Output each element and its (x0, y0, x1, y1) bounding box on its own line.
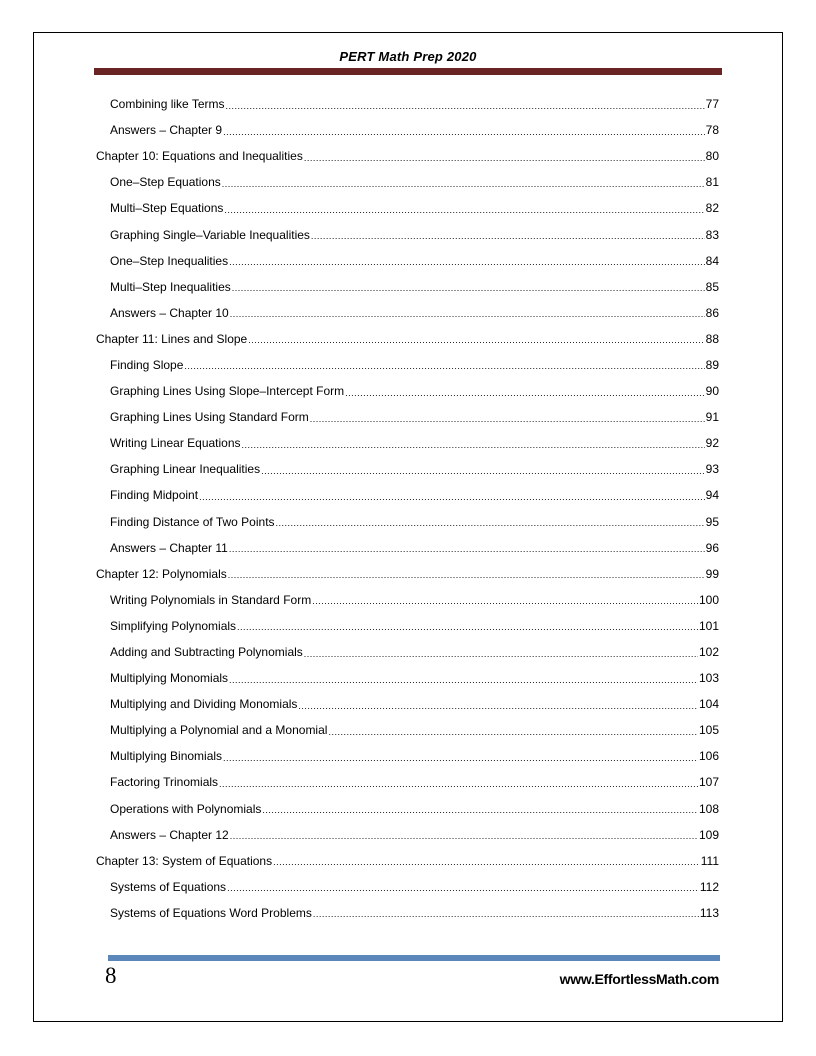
toc-entry-page-number: 103 (698, 671, 719, 686)
toc-entry-label: Multiplying and Dividing Monomials (110, 697, 298, 712)
toc-entry-label: Adding and Subtracting Polynomials (110, 645, 303, 660)
toc-entry-page-number: 90 (705, 384, 719, 399)
toc-entry-label: Combining like Terms (110, 97, 225, 112)
toc-dot-leader (222, 176, 705, 189)
toc-section-entry[interactable] (96, 274, 719, 300)
header-divider (94, 68, 722, 75)
toc-dot-leader (276, 515, 705, 528)
toc-section-entry[interactable] (96, 613, 719, 639)
toc-entry-label: Systems of Equations Word Problems (110, 905, 312, 920)
toc-entry-page-number: 100 (698, 592, 719, 607)
toc-chapter-entry[interactable] (96, 143, 719, 169)
toc-dot-leader (298, 698, 698, 711)
toc-section-entry[interactable] (96, 587, 719, 613)
toc-entry-label: Finding Slope (110, 357, 184, 372)
toc-entry-page-number: 83 (705, 227, 719, 242)
toc-entry-label: Answers – Chapter 9 (110, 123, 223, 138)
toc-dot-leader (230, 306, 705, 319)
toc-dot-leader (310, 411, 705, 424)
toc-section-entry[interactable] (96, 404, 719, 430)
toc-entry-label: Chapter 12: Polynomials (96, 566, 227, 581)
table-of-contents (96, 91, 719, 926)
toc-entry-page-number: 93 (705, 462, 719, 477)
toc-dot-leader (312, 593, 698, 606)
toc-dot-leader (226, 98, 705, 111)
toc-section-entry[interactable] (96, 796, 719, 822)
toc-dot-leader (242, 437, 705, 450)
toc-entry-page-number: 88 (705, 331, 719, 346)
toc-dot-leader (199, 489, 705, 502)
toc-dot-leader (313, 906, 699, 919)
toc-dot-leader (232, 280, 705, 293)
toc-entry-page-number: 104 (698, 697, 719, 712)
toc-entry-label: Answers – Chapter 12 (110, 827, 229, 842)
toc-section-entry[interactable] (96, 509, 719, 535)
toc-entry-page-number: 82 (705, 201, 719, 216)
toc-dot-leader (248, 332, 704, 345)
toc-section-entry[interactable] (96, 169, 719, 195)
toc-entry-page-number: 106 (698, 749, 719, 764)
toc-entry-label: Answers – Chapter 10 (110, 305, 229, 320)
toc-section-entry[interactable] (96, 221, 719, 247)
toc-entry-label: Systems of Equations (110, 879, 227, 894)
toc-dot-leader (184, 358, 704, 371)
toc-section-entry[interactable] (96, 691, 719, 717)
toc-entry-label: Graphing Lines Using Slope–Intercept Form (110, 384, 345, 399)
toc-entry-page-number: 96 (705, 540, 719, 555)
toc-section-entry[interactable] (96, 378, 719, 404)
toc-section-entry[interactable] (96, 482, 719, 508)
toc-entry-page-number: 77 (705, 97, 719, 112)
toc-entry-label: One–Step Equations (110, 175, 221, 190)
toc-entry-label: Finding Midpoint (110, 488, 199, 503)
toc-entry-page-number: 86 (705, 305, 719, 320)
toc-entry-page-number: 94 (705, 488, 719, 503)
toc-section-entry[interactable] (96, 900, 719, 926)
toc-entry-label: Multiplying Monomials (110, 671, 229, 686)
toc-section-entry[interactable] (96, 535, 719, 561)
toc-entry-label: Answers – Chapter 11 (110, 540, 228, 555)
toc-dot-leader (328, 724, 698, 737)
toc-entry-label: One–Step Inequalities (110, 253, 229, 268)
toc-entry-label: Chapter 13: System of Equations (96, 853, 273, 868)
toc-entry-label: Chapter 11: Lines and Slope (96, 331, 248, 346)
toc-section-entry[interactable] (96, 248, 719, 274)
toc-section-entry[interactable] (96, 300, 719, 326)
toc-entry-page-number: 84 (705, 253, 719, 268)
toc-dot-leader (261, 463, 705, 476)
toc-section-entry[interactable] (96, 769, 719, 795)
toc-section-entry[interactable] (96, 822, 719, 848)
toc-entry-label: Graphing Linear Inequalities (110, 462, 261, 477)
toc-dot-leader (229, 541, 705, 554)
toc-section-entry[interactable] (96, 743, 719, 769)
toc-entry-label: Multi–Step Equations (110, 201, 224, 216)
toc-entry-label: Factoring Trinomials (110, 775, 219, 790)
toc-entry-label: Multiplying Binomials (110, 749, 223, 764)
toc-dot-leader (229, 672, 698, 685)
toc-section-entry[interactable] (96, 430, 719, 456)
toc-section-entry[interactable] (96, 91, 719, 117)
footer-website-link[interactable]: www.EffortlessMath.com (559, 971, 719, 987)
toc-section-entry[interactable] (96, 717, 719, 743)
toc-dot-leader (224, 202, 704, 215)
toc-dot-leader (304, 646, 698, 659)
toc-entry-page-number: 109 (698, 827, 719, 842)
toc-entry-page-number: 112 (699, 879, 719, 894)
toc-chapter-entry[interactable] (96, 848, 719, 874)
toc-entry-page-number: 92 (705, 436, 719, 451)
toc-entry-label: Operations with Polynomials (110, 801, 262, 816)
toc-dot-leader (311, 228, 705, 241)
running-header-title: PERT Math Prep 2020 (339, 49, 477, 64)
toc-dot-leader (223, 750, 698, 763)
toc-entry-label: Multiplying a Polynomial and a Monomial (110, 723, 328, 738)
toc-entry-label: Writing Linear Equations (110, 436, 241, 451)
toc-section-entry[interactable] (96, 117, 719, 143)
toc-entry-label: Writing Polynomials in Standard Form (110, 592, 312, 607)
toc-entry-page-number: 78 (705, 123, 719, 138)
toc-entry-page-number: 99 (705, 566, 719, 581)
toc-entry-label: Multi–Step Inequalities (110, 279, 231, 294)
toc-dot-leader (262, 802, 698, 815)
toc-dot-leader (345, 385, 705, 398)
toc-entry-page-number: 89 (705, 357, 719, 372)
toc-entry-page-number: 91 (705, 410, 719, 425)
toc-dot-leader (229, 254, 705, 267)
toc-entry-page-number: 111 (700, 853, 719, 868)
toc-dot-leader (227, 880, 699, 893)
toc-entry-label: Graphing Single–Variable Inequalities (110, 227, 310, 242)
toc-entry-label: Graphing Lines Using Standard Form (110, 410, 309, 425)
toc-chapter-entry[interactable] (96, 561, 719, 587)
page-number: 8 (105, 963, 117, 988)
toc-entry-page-number: 81 (705, 175, 719, 190)
toc-section-entry[interactable] (96, 639, 719, 665)
toc-section-entry[interactable] (96, 456, 719, 482)
toc-entry-page-number: 85 (705, 279, 719, 294)
toc-dot-leader (237, 619, 698, 632)
toc-entry-page-number: 102 (698, 645, 719, 660)
toc-chapter-entry[interactable] (96, 326, 719, 352)
toc-entry-page-number: 108 (698, 801, 719, 816)
toc-section-entry[interactable] (96, 352, 719, 378)
toc-section-entry[interactable] (96, 195, 719, 221)
toc-dot-leader (223, 124, 705, 137)
toc-section-entry[interactable] (96, 874, 719, 900)
toc-entry-page-number: 105 (698, 723, 719, 738)
toc-dot-leader (230, 828, 698, 841)
toc-entry-page-number: 80 (705, 149, 719, 164)
toc-entry-page-number: 101 (698, 618, 719, 633)
toc-entry-label: Chapter 10: Equations and Inequalities (96, 149, 303, 164)
toc-entry-label: Finding Distance of Two Points (110, 514, 275, 529)
toc-section-entry[interactable] (96, 665, 719, 691)
toc-dot-leader (219, 776, 698, 789)
toc-entry-label: Simplifying Polynomials (110, 618, 237, 633)
toc-entry-page-number: 95 (705, 514, 719, 529)
toc-dot-leader (273, 854, 700, 867)
toc-entry-page-number: 113 (699, 905, 719, 920)
toc-dot-leader (304, 150, 705, 163)
footer-divider (108, 955, 720, 961)
toc-dot-leader (228, 567, 705, 580)
toc-entry-page-number: 107 (698, 775, 719, 790)
